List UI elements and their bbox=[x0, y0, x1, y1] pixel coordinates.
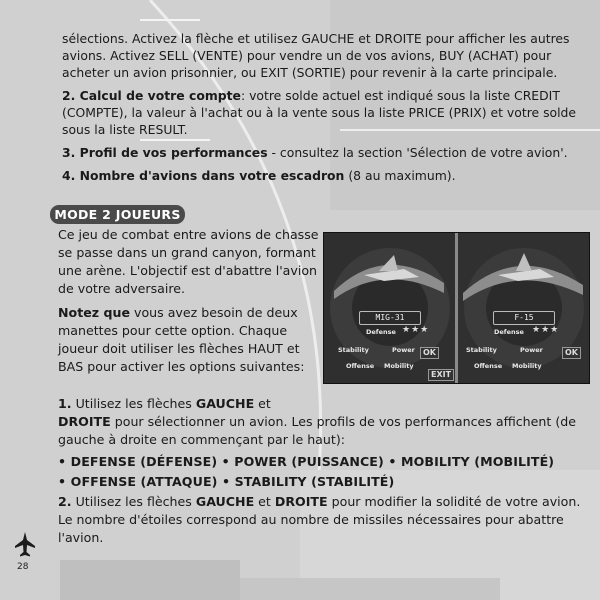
step-1-text-a: Utilisez les flèches bbox=[71, 396, 196, 411]
paragraph-step-2 bbox=[58, 493, 588, 547]
options-line-1: • DEFENSE (DÉFENSE) • POWER (PUISSANCE) • MOBILITY (MOBILITÉ) bbox=[58, 454, 555, 469]
right-plane-name: F-15 bbox=[493, 311, 555, 325]
heading-profile: 3. Profil de vos performances bbox=[62, 145, 268, 160]
stat-stability-left: Stability bbox=[338, 346, 369, 354]
paragraph-intro: Ce jeu de combat entre avions de chasse se passe dans un grand canyon, formant une arène. L'objectif est d'abattre l'avion de votre adversaire. bbox=[58, 227, 319, 296]
left-plane-name: MIG-31 bbox=[359, 311, 421, 325]
stat-power-left: Power bbox=[392, 346, 415, 354]
note-text: vous avez besoin de deux manettes pour cette option. Chaque joueur doit utiliser les flèches HAUT et BAS pour activer les options suivantes: bbox=[58, 305, 305, 374]
step-1-text-c: pour sélectionner un avion. Les profils de vos performances affichent (de gauche à droite en commençant par le haut): bbox=[58, 414, 576, 447]
right-player-pane bbox=[458, 233, 589, 383]
note-label: Notez que bbox=[58, 305, 130, 320]
top-text-block bbox=[62, 30, 592, 190]
page-number: 28 bbox=[17, 562, 29, 572]
step-1-gauche: GAUCHE bbox=[195, 396, 255, 411]
stars-right: ★★★ bbox=[532, 325, 560, 335]
step-1-text-b: et bbox=[254, 396, 271, 411]
step-1-number: 1. bbox=[58, 396, 72, 411]
paragraph-note bbox=[58, 304, 320, 376]
decorative-panel bbox=[60, 560, 240, 600]
stat-mobility-right: Mobility bbox=[512, 362, 542, 370]
paragraph-profile bbox=[62, 144, 592, 161]
step-2-text-c: pour modifier la solidité de votre avion. Le nombre d'étoiles correspond au nombre de missiles nécessaires pour abattre l'avion. bbox=[58, 494, 581, 545]
step-2-number: 2. bbox=[58, 494, 72, 509]
step-2-text-a: Utilisez les flèches bbox=[71, 494, 196, 509]
stars-left: ★★★ bbox=[402, 325, 430, 335]
performance-options-list bbox=[58, 453, 588, 491]
stat-offense-right: Offense bbox=[474, 362, 503, 370]
paragraph-account bbox=[62, 87, 592, 138]
step-2-gauche: GAUCHE bbox=[195, 494, 255, 509]
heading-account: 2. Calcul de votre compte bbox=[62, 88, 241, 103]
stat-offense-left: Offense bbox=[346, 362, 375, 370]
bottom-text-block bbox=[58, 395, 588, 551]
heading-squadron: 4. Nombre d'avions dans votre escadron bbox=[62, 168, 345, 183]
paragraph-step-1 bbox=[58, 395, 588, 449]
stat-defense-left: Defense bbox=[366, 328, 396, 336]
stat-defense-right: Defense bbox=[494, 328, 524, 336]
section-title-mode-2-joueurs: MODE 2 JOUEURS bbox=[50, 205, 185, 224]
stat-power-right: Power bbox=[520, 346, 543, 354]
right-plane-illustration bbox=[458, 233, 589, 383]
stat-stability-right: Stability bbox=[466, 346, 497, 354]
left-plane-illustration bbox=[324, 233, 455, 383]
decorative-panel-2 bbox=[240, 578, 500, 600]
stat-mobility-left: Mobility bbox=[384, 362, 414, 370]
ok-chip-right: OK bbox=[562, 347, 581, 359]
paragraph-squadron bbox=[62, 167, 592, 184]
left-column-text bbox=[58, 226, 320, 382]
step-2-text-b: et bbox=[254, 494, 275, 509]
account-text: : votre solde actuel est indiqué sous la liste CREDIT (COMPTE), la valeur à l'achat ou à la vente sous la liste PRICE (PRIX) et votre solde sous la liste RESULT. bbox=[62, 88, 577, 137]
options-line-2: • OFFENSE (ATTAQUE) • STABILITY (STABILITÉ) bbox=[58, 474, 395, 489]
game-screenshot bbox=[323, 232, 590, 384]
paragraph-selections: sélections. Activez la flèche et utilisez GAUCHE et DROITE pour afficher les autres avions. Activez SELL (VENTE) pour vendre un de vos avions, BUY (ACHAT) pour acheter un avion prisonnier, ou EXIT (SORTIE) pour revenir à la carte principale. bbox=[62, 31, 570, 80]
squadron-text: (8 au maximum). bbox=[344, 168, 456, 183]
step-1-droite: DROITE bbox=[58, 414, 111, 429]
exit-chip: EXIT bbox=[428, 369, 454, 381]
step-2-droite: DROITE bbox=[274, 494, 328, 509]
ok-chip-left: OK bbox=[420, 347, 439, 359]
jet-icon bbox=[14, 532, 36, 558]
profile-text: - consultez la section 'Sélection de votre avion'. bbox=[267, 145, 568, 160]
left-player-pane bbox=[324, 233, 455, 383]
